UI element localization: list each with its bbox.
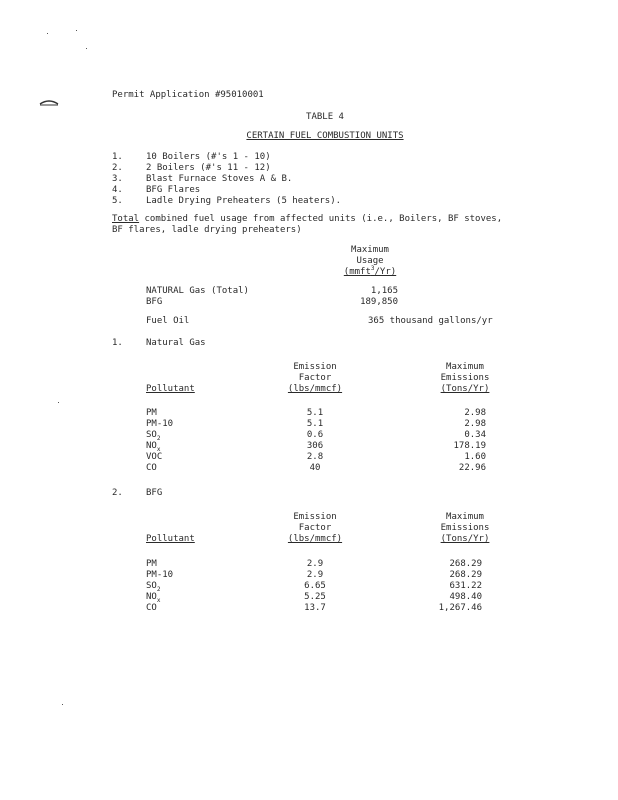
emission-factor-value: 6.65 <box>304 581 326 591</box>
emission-factor-header: Emission <box>293 362 337 372</box>
pollutant-name: VOC <box>146 452 163 462</box>
max-emissions-value: 178.19 <box>453 441 486 451</box>
pollutant-header: Pollutant <box>146 384 195 394</box>
list-item-number: 5. <box>112 196 123 206</box>
pollutant-name: PM <box>146 559 157 569</box>
emission-factor-value: 5.25 <box>304 592 326 602</box>
scan-speck <box>62 704 63 705</box>
pollutant-name: $SO_2$ <box>146 581 161 593</box>
max-emissions-value: 631.22 <box>449 581 482 591</box>
emission-factor-value: 40 <box>309 463 321 473</box>
fuel-name: NATURAL Gas (Total) <box>146 286 249 296</box>
pollutant-name: PM <box>146 408 157 418</box>
pollutant-name: CO <box>146 463 157 473</box>
pollutant-name: CO <box>146 603 157 613</box>
max-emissions-value: 1.60 <box>464 452 486 462</box>
emission-factor-header: Emission <box>293 512 337 522</box>
list-item-text: BFG Flares <box>146 185 201 195</box>
usage-header-line2: Usage <box>356 256 384 266</box>
fuel-usage-value: 189,850 <box>360 297 398 307</box>
total-fuel-note <box>112 214 502 225</box>
pollutant-name: PM-10 <box>146 570 174 580</box>
list-item-text: 2 Boilers (#'s 11 - 12) <box>146 163 271 173</box>
emission-factor-value: 306 <box>306 441 324 451</box>
max-emissions-header: Emissions <box>440 373 490 383</box>
list-item-text: Blast Furnace Stoves A & B. <box>146 174 293 184</box>
max-emissions-header: Emissions <box>440 523 490 533</box>
max-emissions-value: 22.96 <box>458 463 486 473</box>
max-emissions-header-units: (Tons/Yr) <box>440 534 490 544</box>
emission-factor-value: 2.8 <box>306 452 324 462</box>
pollutant-name: $NO_x$ <box>146 592 161 604</box>
emission-factor-header-units: (lbs/mmcf) <box>287 384 343 394</box>
fuel-name: BFG <box>146 297 163 307</box>
max-emissions-value: 498.40 <box>449 592 482 602</box>
max-emissions-value: 268.29 <box>449 559 482 569</box>
scan-speck <box>76 30 77 31</box>
margin-logo-mark <box>38 98 60 108</box>
fuel-oil-value: 365 thousand gallons/yr <box>368 316 493 326</box>
total-fuel-note-line2: BF flares, ladle drying preheaters) <box>112 225 302 235</box>
list-item-text: 10 Boilers (#'s 1 - 10) <box>146 152 271 162</box>
pollutant-header: Pollutant <box>146 534 195 544</box>
pollutant-name: $NO_x$ <box>146 441 161 453</box>
section-title: Natural Gas <box>146 338 206 348</box>
emission-factor-value: 0.6 <box>306 430 324 440</box>
emission-factor-value: 13.7 <box>304 603 326 613</box>
scan-speck <box>58 402 59 403</box>
list-item-number: 1. <box>112 152 123 162</box>
list-item-number: 4. <box>112 185 123 195</box>
table-label: TABLE 4 <box>306 112 344 122</box>
total-word: Total <box>112 214 140 224</box>
max-emissions-value: 1,267.46 <box>438 603 482 613</box>
max-emissions-value: 2.98 <box>464 419 486 429</box>
max-emissions-value: 268.29 <box>449 570 482 580</box>
max-emissions-header: Maximum <box>446 362 484 372</box>
section-number: 1. <box>112 338 123 348</box>
max-emissions-value: 2.98 <box>464 408 486 418</box>
total-note-text: combined fuel usage from affected units (i.e., Boilers, BF stoves, <box>139 214 503 224</box>
emission-factor-header: Factor <box>298 373 332 383</box>
pollutant-name: $SO_2$ <box>146 430 161 442</box>
emission-factor-value: 5.1 <box>306 408 324 418</box>
emission-factor-header-units: (lbs/mmcf) <box>287 534 343 544</box>
max-emissions-value: 0.34 <box>464 430 486 440</box>
list-item-text: Ladle Drying Preheaters (5 heaters). <box>146 196 342 206</box>
list-item-number: 2. <box>112 163 123 173</box>
usage-header-line1: Maximum <box>351 245 389 255</box>
max-emissions-header-units: (Tons/Yr) <box>440 384 490 394</box>
scan-speck <box>86 48 87 49</box>
section-number: 2. <box>112 488 123 498</box>
fuel-oil-name: Fuel Oil <box>146 316 190 326</box>
pollutant-name: PM-10 <box>146 419 174 429</box>
fuel-usage-value: 1,165 <box>370 286 398 296</box>
scan-speck <box>47 33 48 34</box>
table-subtitle: CERTAIN FUEL COMBUSTION UNITS <box>246 131 404 141</box>
list-item-number: 3. <box>112 174 123 184</box>
emission-factor-value: 2.9 <box>306 559 324 569</box>
usage-header-units: (mmft$^3$/Yr) <box>343 265 397 277</box>
permit-application-line: Permit Application #95010001 <box>112 90 264 100</box>
emission-factor-value: 5.1 <box>306 419 324 429</box>
emission-factor-header: Factor <box>298 523 332 533</box>
section-title: BFG <box>146 488 163 498</box>
emission-factor-value: 2.9 <box>306 570 324 580</box>
max-emissions-header: Maximum <box>446 512 484 522</box>
